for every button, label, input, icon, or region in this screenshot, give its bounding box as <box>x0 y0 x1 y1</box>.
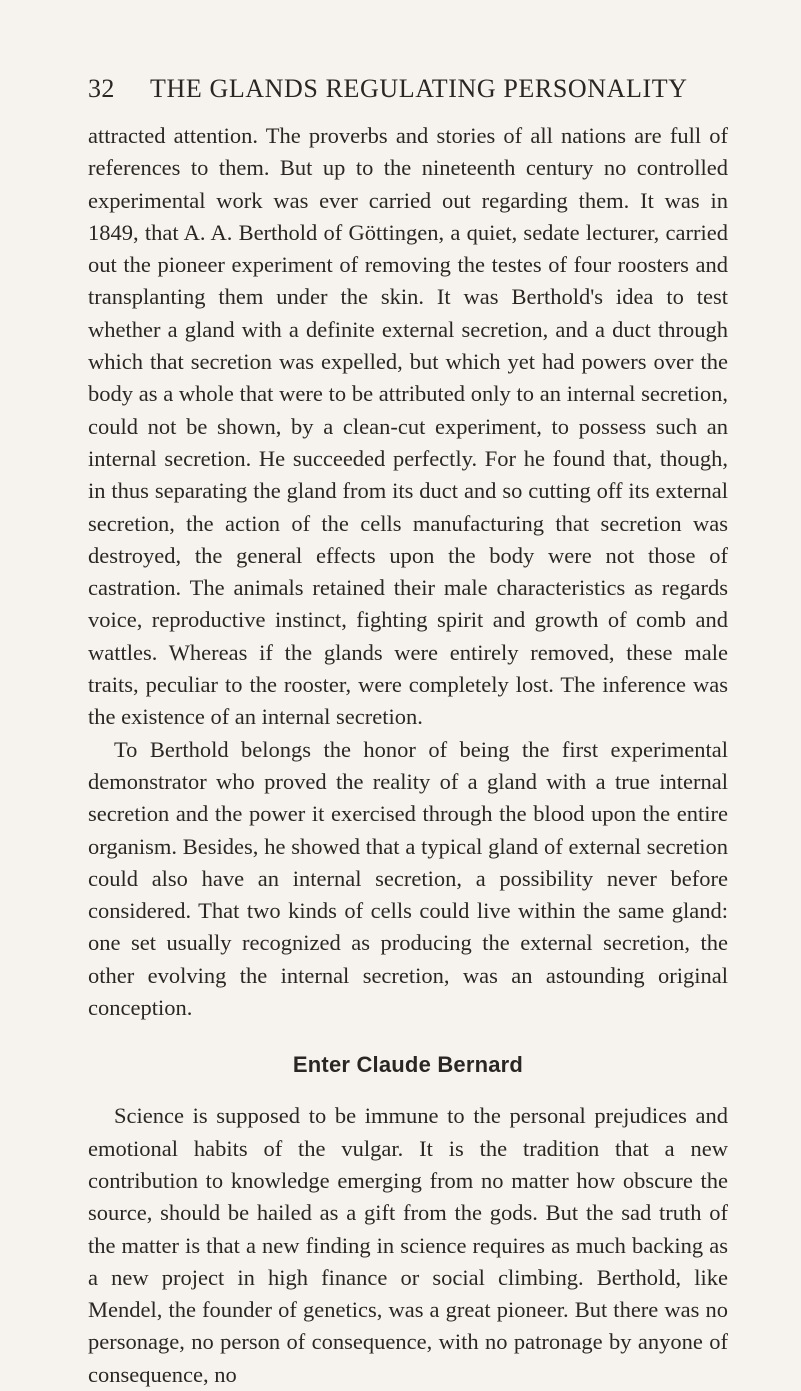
page-number: 32 <box>88 74 115 103</box>
paragraph-continuation: attracted attention. The proverbs and stories of all nations are full of references to them. But up to the nineteenth century no controlled experimental work was ever carried out regarding them. It was in 1849, that A. A. Berthold of Göttingen, a quiet, sedate lecturer, carried out the pioneer experiment of removing the testes of four roosters and transplanting them under the skin. It was Berthold's idea to test whether a gland with a definite external secretion, and a duct through which that secretion was expelled, but which yet had powers over the body as a whole that were to be attributed only to an internal secretion, could not be shown, by a clean-cut experiment, to possess such an internal secretion. He succeeded perfectly. For he found that, though, in thus separating the gland from its duct and so cutting off its external secretion, the action of the cells manufacturing that secretion was destroyed, the general effects upon the body were not those of castration. The animals retained their male characteristics as regards voice, reproductive instinct, fighting spirit and growth of comb and wattles. Whereas if the glands were entirely removed, these male traits, peculiar to the rooster, were completely lost. The inference was the existence of an internal secretion. <box>88 123 728 730</box>
running-title: THE GLANDS REGULATING PERSONALITY <box>150 74 688 103</box>
body-text <box>88 120 728 1391</box>
paragraph-berthold-honor: To Berthold belongs the honor of being the first experimental demonstrator who proved the reality of a gland with a true internal secretion and the power it exercised through the blood upon the entire organism. Besides, he showed that a typical gland of external secretion could also have an internal secretion, a possibility never before considered. That two kinds of cells could live within the same gland: one set usually recognized as producing the external secretion, the other evolving the internal secretion, was an astounding original conception. <box>88 736 728 1021</box>
running-header <box>88 74 728 114</box>
book-page <box>88 74 728 1391</box>
section-heading: Enter Claude Bernard <box>292 1052 524 1078</box>
paragraph-section-opening: Science is supposed to be immune to the personal prejudices and emotional habits of the vulgar. It is the tradition that a new contribution to knowledge emerging from no matter how obscure the source, should be hailed as a gift from the gods. But the sad truth of the matter is that a new finding in science requires as much backing as a new project in high finance or social climbing. Berthold, like Mendel, the founder of genetics, was a great pioneer. But there was no personage, no person of consequence, with no patronage by anyone of consequence, no <box>88 1103 728 1387</box>
